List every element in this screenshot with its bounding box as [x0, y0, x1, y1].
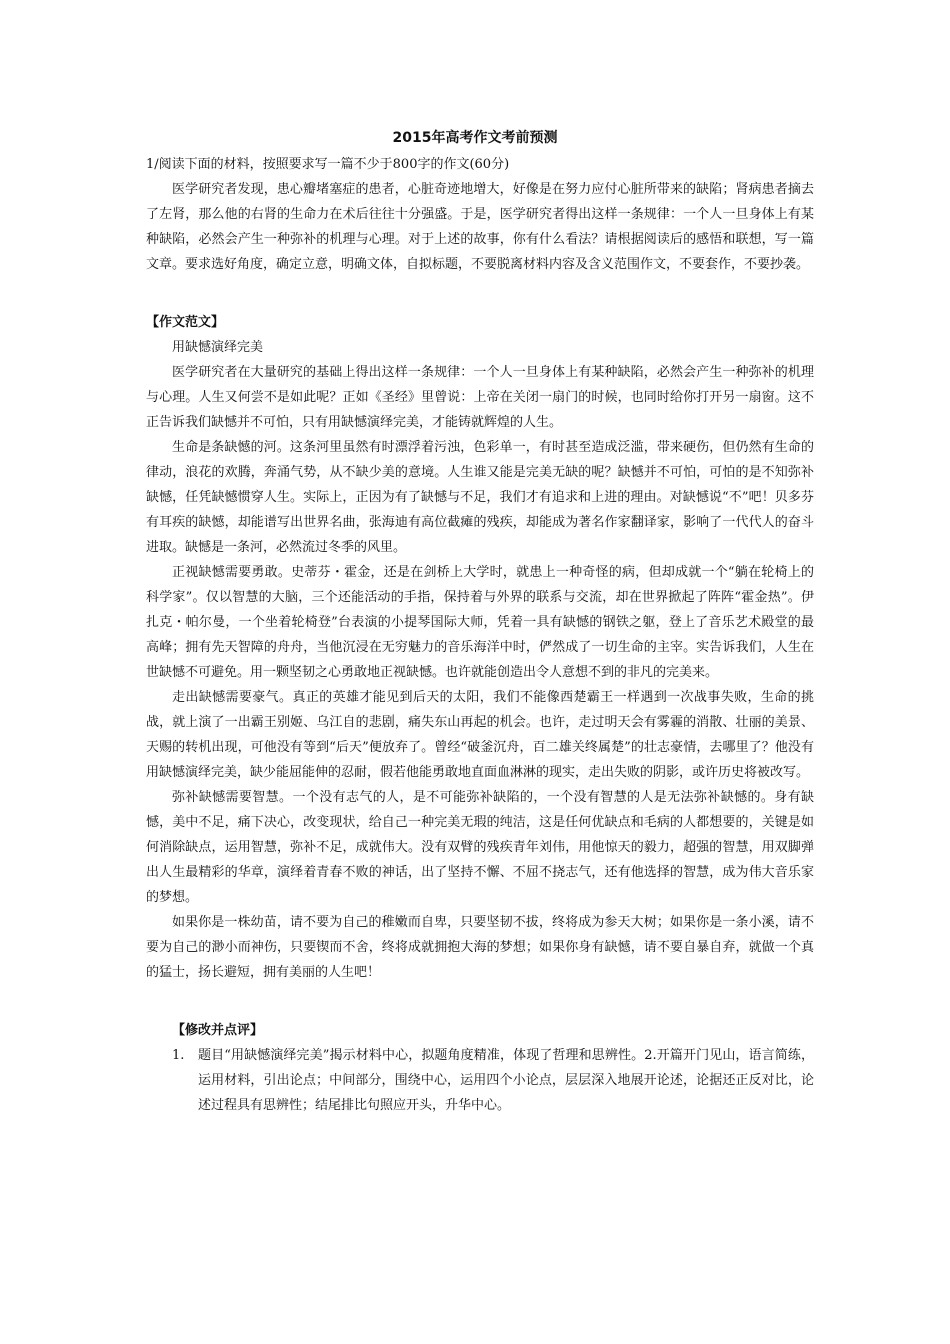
document-title: 2015年高考作文考前预测 — [392, 130, 558, 146]
material-paragraph: 医学研究者发现，患心瓣堵塞症的患者，心脏奇迹地增大，好像是在努力应付心脏所带来的缺陷；肾病患者摘去了左肾，那么他的右肾的生命力在术后往往十分强盛。于是，医学研究者得出这样一条规律：一个人一旦身体上有某种缺陷，必然会产生一种弥补的机理与心理。对于上述的故事，你有什么看法？请根据阅读后的感悟和联想，写一篇文章。要求选好角度，确定立意，明确文体，自拟标题，不要脱离材料内容及含义范围作文，不要套作，不要抄袭。 — [146, 182, 814, 272]
essay-paragraph: 弥补缺憾需要智慧。一个没有志气的人，是不可能弥补缺陷的，一个没有智慧的人是无法弥补缺憾的。身有缺憾，美中不足，痛下决心，改变现状，给自己一种完美无瑕的纯洁，这是任何优缺点和毛病的人都想要的，关键是如何消除缺点，运用智慧，弥补不足，成就伟大。没有双臂的残疾青年刘伟，用他惊天的毅力，超强的智慧，用双脚弹出人生最精彩的华章，演绎着青春不败的神话，出了坚持不懈、不屈不挠志气，还有他选择的智慧，成为伟大音乐家的梦想。 — [146, 790, 814, 905]
review-item-text: 题目“用缺憾演绎完美”揭示材料中心，拟题角度精准，体现了哲理和思辨性。2.开篇开门见山，语言简练，运用材料，引出论点；中间部分，围绕中心，运用四个小论点，层层深入地展开论述，论据还正反对比，论述过程具有思辨性；结尾排比句照应开头，升华中心。 — [198, 1048, 814, 1113]
sample-essay-heading: 【作文范文】 — [146, 315, 225, 330]
essay-paragraph: 如果你是一株幼苗，请不要为自己的稚嫩而自卑，只要坚韧不拔，终将成为参天大树；如果你是一条小溪，请不要为自己的渺小而神伤，只要锲而不舍，终将成就拥抱大海的梦想；如果你身有缺憾，请不要自暴自弃，就做一个真的猛士，扬长避短，拥有美丽的人生吧！ — [146, 915, 814, 980]
essay-paragraph: 走出缺憾需要豪气。真正的英雄才能见到后天的太阳，我们不能像西楚霸王一样遇到一次战事失败，生命的挑战，就上演了一出霸王别姬、乌江自的悲剧，痛失东山再起的机会。也许，走过明天会有雾霾的消散、壮丽的美景、天赐的转机出现，可他没有等到“后天”便放弃了。曾经“破釜沉舟，百二雄关终属楚”的壮志豪情，去哪里了？他没有用缺憾演绎完美，缺少能屈能伸的忍耐，假若他能勇敢地直面血淋淋的现实，走出失败的阴影，或许历史将被改写。 — [146, 690, 814, 780]
essay-paragraph: 正视缺憾需要勇敢。史蒂芬・霍金，还是在剑桥上大学时，就患上一种奇怪的病，但却成就一个“躺在轮椅上的科学家”。仅以智慧的大脑，三个还能活动的手指，保持着与外界的联系与交流，却在世界掀起了阵阵“霍金热”。伊扎克・帕尔曼，一个坐着轮椅登”台表演的小提琴国际大师，凭着一具有缺憾的钢铁之躯，登上了音乐艺术殿堂的最高峰；拥有先天智障的舟舟，当他沉浸在无穷魅力的音乐海洋中时，俨然成了一切生命的主宰。实告诉我们，人生在世缺憾不可避免。用一颗坚韧之心勇敢地正视缺憾。也许就能创造出令人意想不到的非凡的完美来。 — [146, 565, 814, 680]
review-item-number: 1. — [172, 1048, 185, 1063]
blank-line — [146, 985, 814, 1018]
essay-paragraph: 生命是条缺憾的河。这条河里虽然有时漂浮着污浊，色彩单一，有时甚至造成泛滥，带来硬伤，但仍然有生命的律动，浪花的欢腾，奔涌气势，从不缺少美的意境。人生谁又能是完美无缺的呢？缺憾并不可怕，可怕的是不知弥补缺憾，任凭缺憾惯穿人生。实际上，正因为有了缺憾与不足，我们才有追求和上进的理由。对缺憾说“不”吧！贝多芬有耳疾的缺憾，却能谱写出世界名曲，张海迪有高位截瘫的残疾，却能成为著名作家翻译家，影响了一代代人的奋斗进取。缺憾是一条河，必然流过冬季的风里。 — [146, 440, 814, 555]
review-heading: 【修改并点评】 — [172, 1023, 264, 1038]
review-item — [146, 1043, 814, 1118]
essay-title: 用缺憾演绎完美 — [172, 340, 264, 355]
essay-paragraph: 医学研究者在大量研究的基础上得出这样一条规律：一个人一旦身体上有某种缺陷，必然会产生一种弥补的机理与心理。人生又何尝不是如此呢？正如《圣经》里曾说：上帝在关闭一扇门的时候，也同时给你打开另一扇窗。这不正告诉我们缺憾并不可怕，只有用缺憾演绎完美，才能铸就辉煌的人生。 — [146, 365, 814, 430]
document-body — [146, 152, 814, 1118]
blank-line — [146, 277, 814, 310]
prompt-line: 1/阅读下面的材料，按照要求写一篇不少于800字的作文(60分) — [146, 157, 510, 172]
